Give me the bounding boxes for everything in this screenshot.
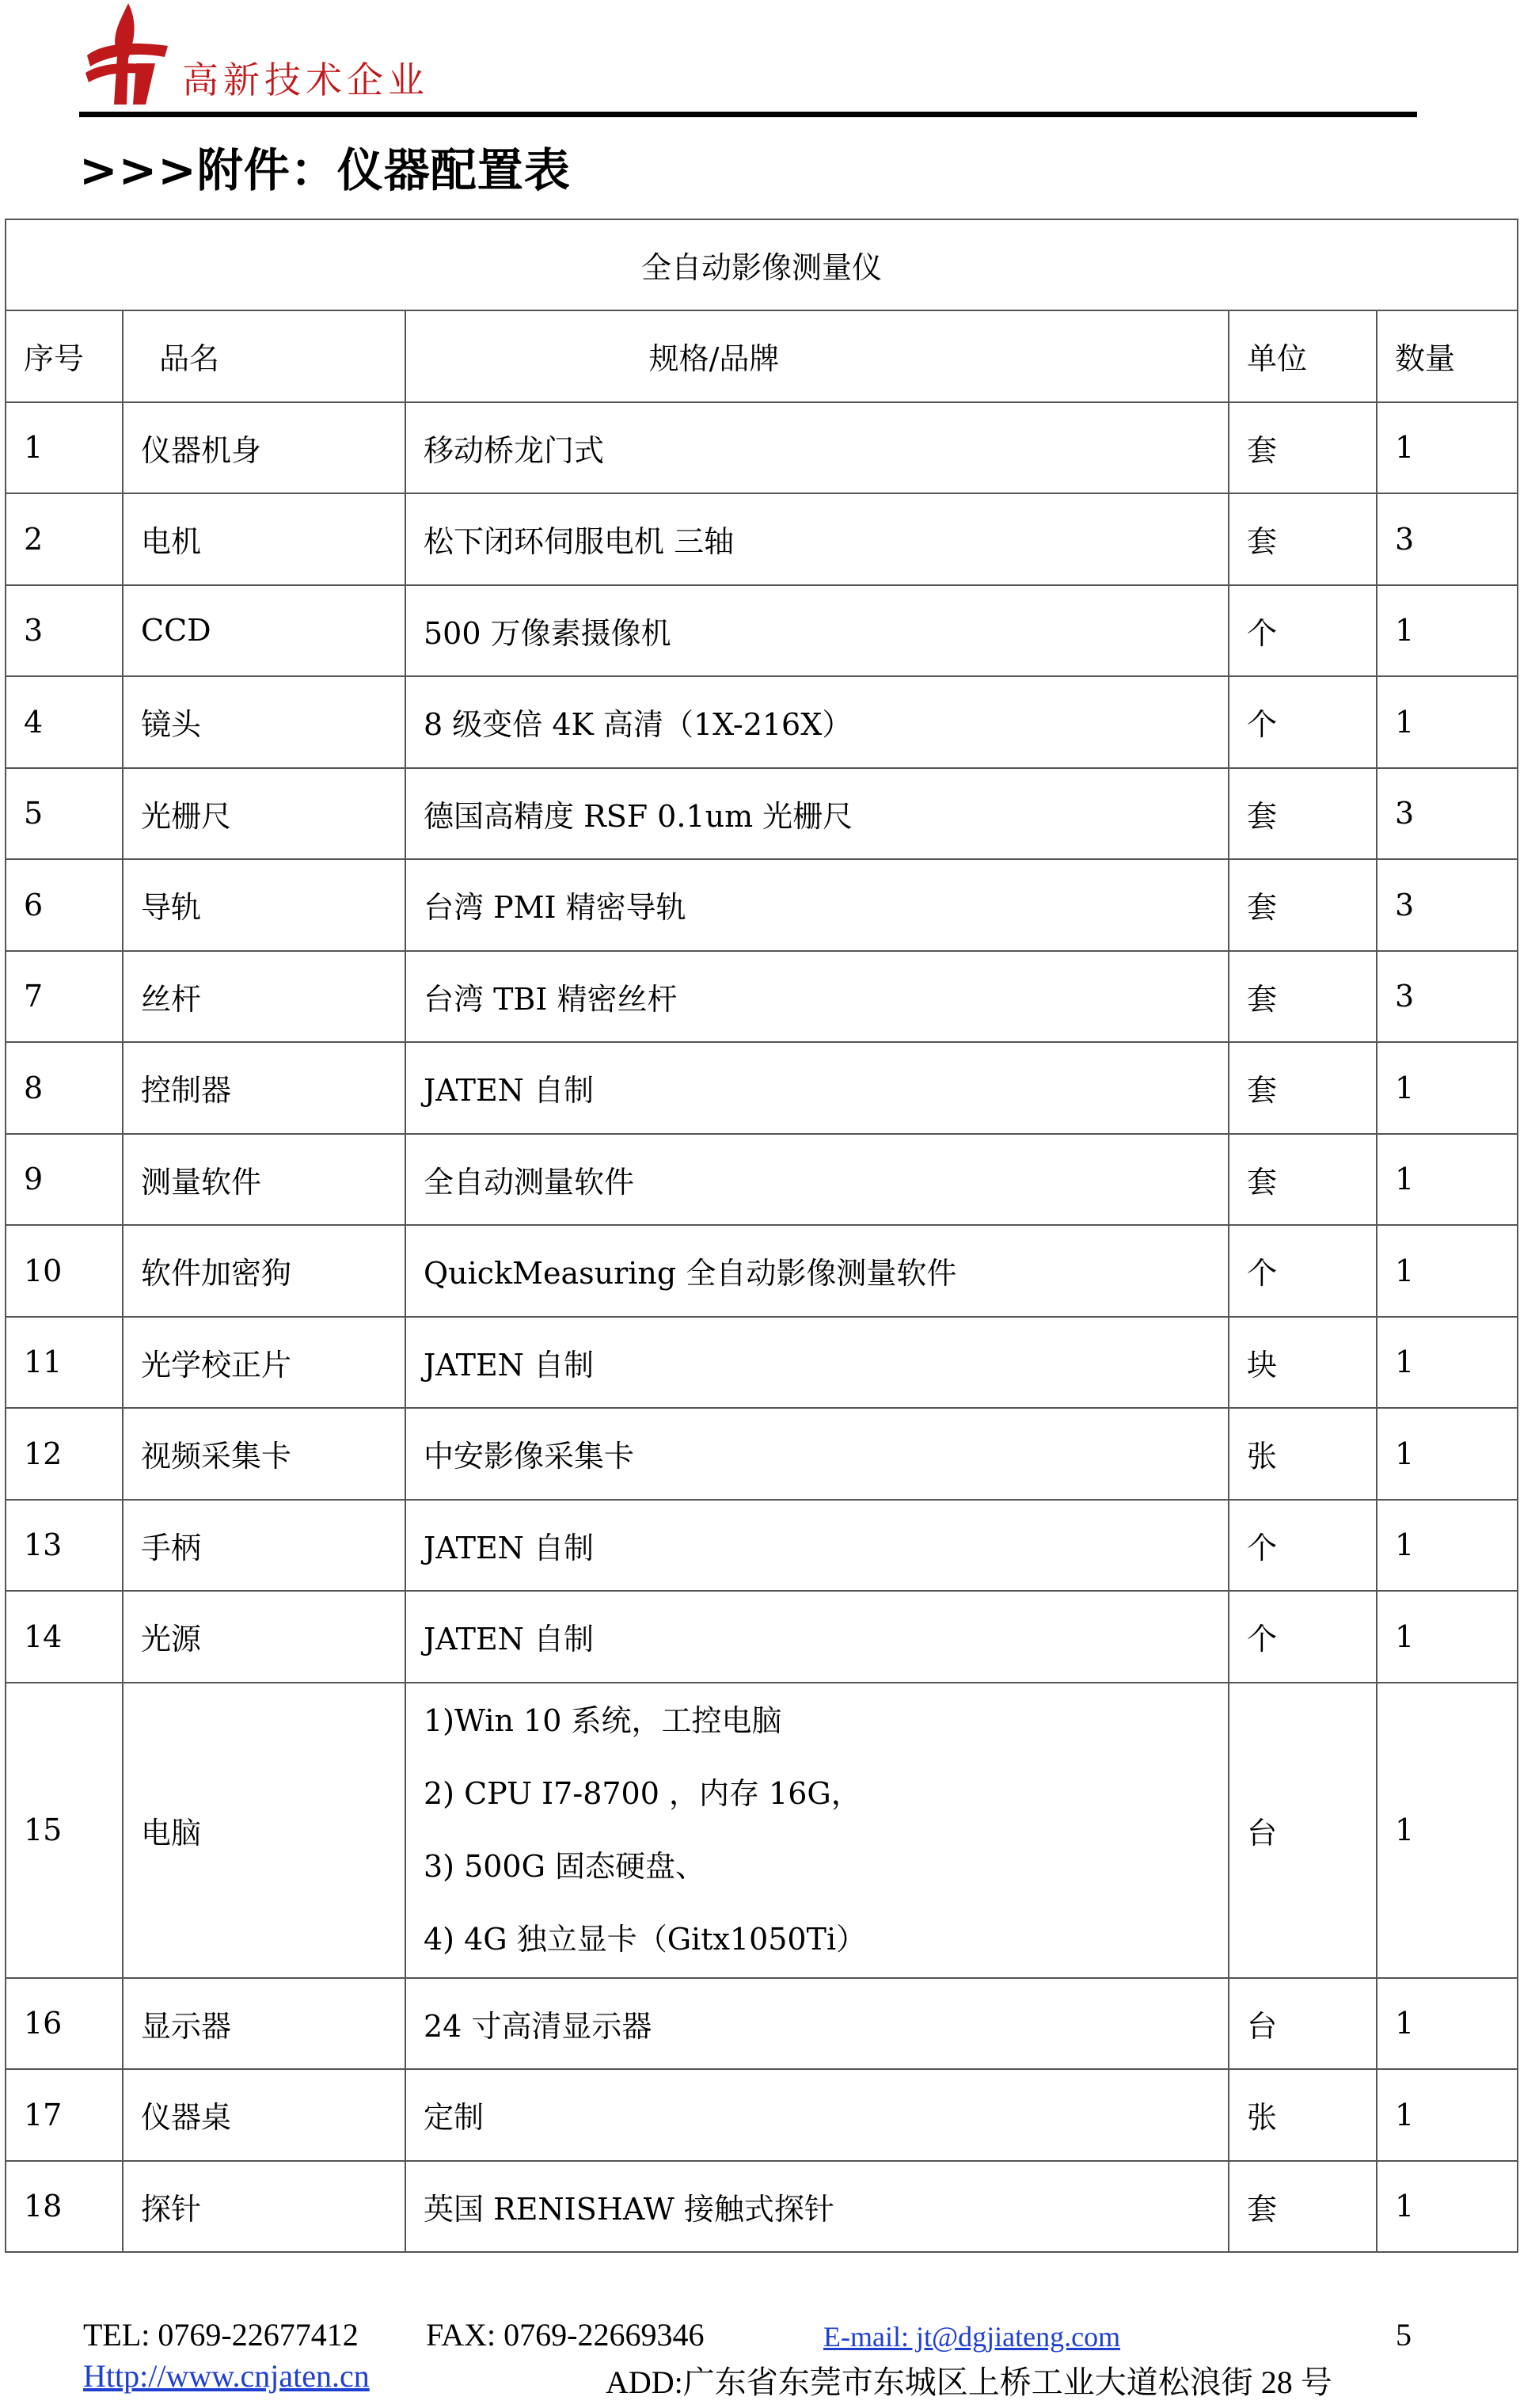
item-spec: JATEN 自制 xyxy=(405,1591,1229,1683)
column-header-unit: 单位 xyxy=(1229,310,1377,402)
item-name: 电脑 xyxy=(123,1683,405,1978)
item-quantity: 1 xyxy=(1377,1042,1518,1134)
column-header-qty: 数量 xyxy=(1377,310,1518,402)
item-name: 控制器 xyxy=(123,1042,405,1134)
item-unit: 张 xyxy=(1229,2069,1377,2161)
item-name: 手柄 xyxy=(123,1500,405,1592)
footer-website-link[interactable]: Http://www.cnjaten.cn xyxy=(83,2358,370,2394)
item-quantity: 1 xyxy=(1377,402,1518,494)
spec-line: 1)Win 10 系统，工控电脑 xyxy=(424,1703,782,1738)
item-quantity: 1 xyxy=(1377,2161,1518,2253)
row-number: 5 xyxy=(6,768,123,860)
item-spec: 台湾 PMI 精密导轨 xyxy=(405,859,1229,951)
section-title: >>>附件：仪器配置表 xyxy=(79,143,571,197)
item-quantity: 1 xyxy=(1377,1591,1518,1683)
spec-line: 2) CPU I7-8700 ，内存 16G， xyxy=(424,1776,861,1811)
table-row xyxy=(6,951,1518,1043)
item-name: 电机 xyxy=(123,493,405,585)
item-unit: 台 xyxy=(1229,1978,1377,2070)
item-unit: 套 xyxy=(1229,859,1377,951)
item-spec: 台湾 TBI 精密丝杆 xyxy=(405,951,1229,1043)
footer-tel: TEL: 0769-22677412 xyxy=(83,2317,359,2353)
item-spec: JATEN 自制 xyxy=(405,1500,1229,1592)
item-name: 测量软件 xyxy=(123,1134,405,1226)
row-number: 10 xyxy=(6,1225,123,1317)
item-name: 探针 xyxy=(123,2161,405,2253)
item-unit: 套 xyxy=(1229,768,1377,860)
table-row xyxy=(6,768,1518,860)
row-number: 11 xyxy=(6,1317,123,1409)
row-number: 15 xyxy=(6,1683,123,1978)
item-name: 软件加密狗 xyxy=(123,1225,405,1317)
item-spec: 24 寸高清显示器 xyxy=(405,1978,1229,2070)
row-number: 14 xyxy=(6,1591,123,1683)
table-row xyxy=(6,1500,1518,1592)
row-number: 16 xyxy=(6,1978,123,2070)
column-header-no: 序号 xyxy=(6,310,123,402)
row-number: 17 xyxy=(6,2069,123,2161)
table-row xyxy=(6,2069,1518,2161)
item-quantity: 3 xyxy=(1377,768,1518,860)
configuration-table xyxy=(5,219,1518,2253)
row-number: 12 xyxy=(6,1408,123,1500)
table-row xyxy=(6,1134,1518,1226)
item-quantity: 1 xyxy=(1377,1317,1518,1409)
item-name: 光源 xyxy=(123,1591,405,1683)
brand-text: 高新技术企业 xyxy=(182,59,429,101)
item-quantity: 3 xyxy=(1377,493,1518,585)
table-row xyxy=(6,1591,1518,1683)
table-row xyxy=(6,1042,1518,1134)
row-number: 4 xyxy=(6,676,123,768)
page-footer xyxy=(0,2312,1520,2408)
table-row-computer xyxy=(6,1683,1518,1978)
table-title: 全自动影像测量仪 xyxy=(6,219,1518,310)
item-unit: 套 xyxy=(1229,493,1377,585)
item-name: 视频采集卡 xyxy=(123,1408,405,1500)
footer-fax: FAX: 0769-22669346 xyxy=(426,2317,705,2353)
item-spec: QuickMeasuring 全自动影像测量软件 xyxy=(405,1225,1229,1317)
header-divider xyxy=(79,112,1417,117)
spec-line: 3) 500G 固态硬盘、 xyxy=(424,1849,706,1884)
table-row xyxy=(6,859,1518,951)
item-spec: 移动桥龙门式 xyxy=(405,402,1229,494)
table-row xyxy=(6,2161,1518,2253)
item-name: 导轨 xyxy=(123,859,405,951)
column-header-spec: 规格/品牌 xyxy=(405,310,1229,402)
table-row xyxy=(6,493,1518,585)
item-name: 镜头 xyxy=(123,676,405,768)
item-unit: 套 xyxy=(1229,402,1377,494)
item-spec: 8 级变倍 4K 高清（1X-216X） xyxy=(405,676,1229,768)
item-spec: 英国 RENISHAW 接触式探针 xyxy=(405,2161,1229,2253)
item-name: 光学校正片 xyxy=(123,1317,405,1409)
page-number: 5 xyxy=(1396,2317,1412,2353)
item-name: CCD xyxy=(123,585,405,677)
row-number: 7 xyxy=(6,951,123,1043)
table-row xyxy=(6,1225,1518,1317)
item-unit: 块 xyxy=(1229,1317,1377,1409)
item-spec: JATEN 自制 xyxy=(405,1317,1229,1409)
item-spec: 中安影像采集卡 xyxy=(405,1408,1229,1500)
item-name: 光栅尺 xyxy=(123,768,405,860)
table-row xyxy=(6,1408,1518,1500)
item-quantity: 1 xyxy=(1377,1408,1518,1500)
row-number: 13 xyxy=(6,1500,123,1592)
item-quantity: 1 xyxy=(1377,2069,1518,2161)
item-quantity: 1 xyxy=(1377,1225,1518,1317)
item-quantity: 3 xyxy=(1377,951,1518,1043)
table-row xyxy=(6,1317,1518,1409)
item-spec: 松下闭环伺服电机 三轴 xyxy=(405,493,1229,585)
spec-line: 4) 4G 独立显卡（Gitx1050Ti） xyxy=(424,1922,867,1957)
table-row xyxy=(6,676,1518,768)
item-unit: 个 xyxy=(1229,1591,1377,1683)
row-number: 8 xyxy=(6,1042,123,1134)
table-row xyxy=(6,1978,1518,2070)
item-name: 仪器桌 xyxy=(123,2069,405,2161)
item-name: 仪器机身 xyxy=(123,402,405,494)
item-spec-list xyxy=(405,1683,1229,1978)
item-unit: 个 xyxy=(1229,1500,1377,1592)
item-unit: 套 xyxy=(1229,1042,1377,1134)
red-flame-logo-icon xyxy=(79,0,174,111)
item-unit: 个 xyxy=(1229,1225,1377,1317)
item-unit: 个 xyxy=(1229,585,1377,677)
page-header xyxy=(79,0,1417,119)
item-quantity: 1 xyxy=(1377,1500,1518,1592)
item-unit: 套 xyxy=(1229,1134,1377,1226)
table-header-row xyxy=(6,310,1518,402)
table-row xyxy=(6,402,1518,494)
item-spec: 德国高精度 RSF 0.1um 光栅尺 xyxy=(405,768,1229,860)
row-number: 2 xyxy=(6,493,123,585)
item-unit: 个 xyxy=(1229,676,1377,768)
table-row xyxy=(6,585,1518,677)
item-name: 显示器 xyxy=(123,1978,405,2070)
item-spec: 定制 xyxy=(405,2069,1229,2161)
item-unit: 套 xyxy=(1229,2161,1377,2253)
item-spec: JATEN 自制 xyxy=(405,1042,1229,1134)
item-quantity: 1 xyxy=(1377,1683,1518,1978)
column-header-name: 品名 xyxy=(123,310,405,402)
item-name: 丝杆 xyxy=(123,951,405,1043)
item-unit: 台 xyxy=(1229,1683,1377,1978)
footer-email-link[interactable]: E-mail: jt@dgjiateng.com xyxy=(823,2321,1121,2353)
item-quantity: 3 xyxy=(1377,859,1518,951)
item-quantity: 1 xyxy=(1377,1978,1518,2070)
table-title-row xyxy=(6,219,1518,310)
footer-address: ADD:广东省东莞市东城区上桥工业大道松浪街 28 号 xyxy=(606,2364,1332,2400)
item-spec: 全自动测量软件 xyxy=(405,1134,1229,1226)
row-number: 9 xyxy=(6,1134,123,1226)
row-number: 3 xyxy=(6,585,123,677)
row-number: 1 xyxy=(6,402,123,494)
item-quantity: 1 xyxy=(1377,585,1518,677)
item-unit: 套 xyxy=(1229,951,1377,1043)
item-unit: 张 xyxy=(1229,1408,1377,1500)
row-number: 18 xyxy=(6,2161,123,2253)
item-spec: 500 万像素摄像机 xyxy=(405,585,1229,677)
row-number: 6 xyxy=(6,859,123,951)
item-quantity: 1 xyxy=(1377,1134,1518,1226)
item-quantity: 1 xyxy=(1377,676,1518,768)
